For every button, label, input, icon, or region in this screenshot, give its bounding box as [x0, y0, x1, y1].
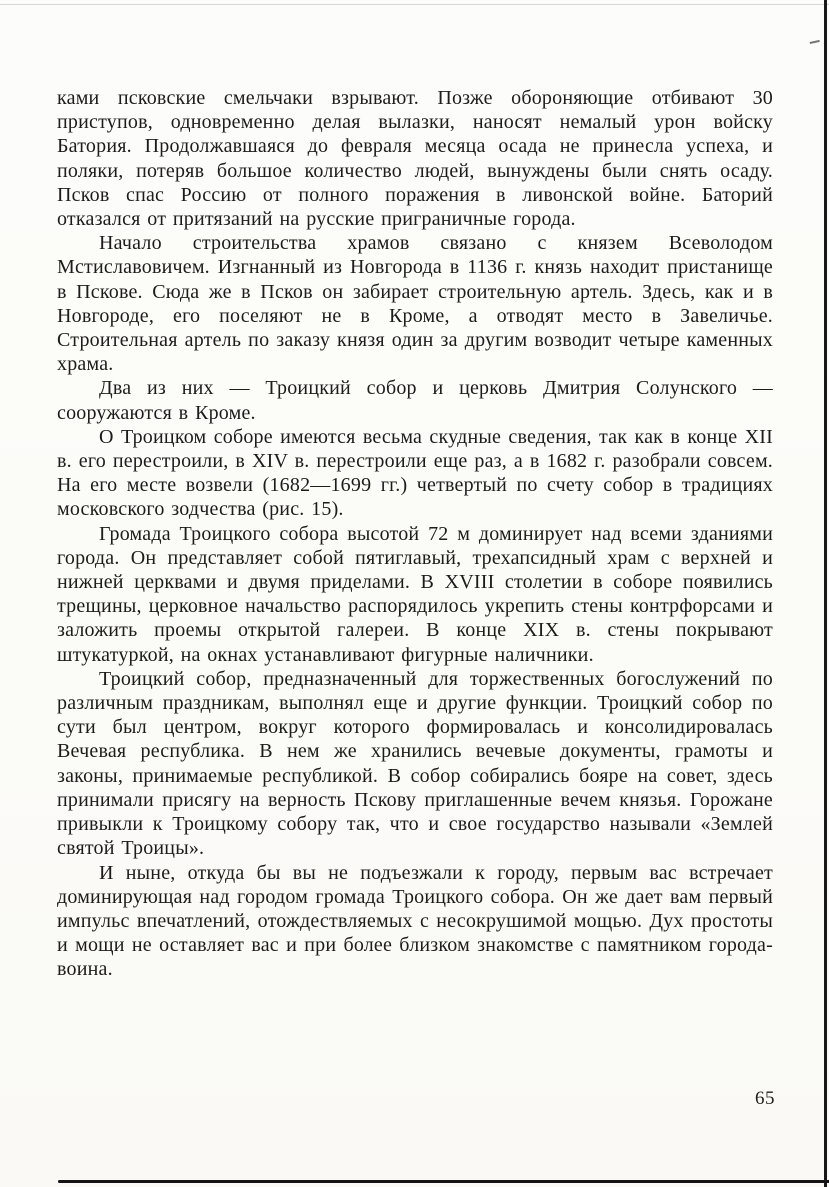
page-number: 65 [755, 1088, 775, 1109]
paragraph: Два из них — Троицкий собор и церковь Дмитрия Солунского — сооружаются в Кроме. [57, 377, 773, 424]
paragraph: Троицкий собор, предназначенный для торжественных богослужений по различным праздникам, выполнял еще и другие функции. Троицкий собор по сути был центром, вокруг которого формировалась и консолидировалась Вечевая республика. В нем же хранились вечевые документы, грамоты и законы, принимаемые республикой. В собор собирались бояре на совет, здесь принимали присягу на верность Пскову приглашенные вечем князья. Горожане привыкли к Троицкому собору так, что и свое государство называли «Землей святой Троицы». [57, 667, 773, 860]
scan-edge-right [824, 0, 827, 1187]
paragraph: Начало строительства храмов связано с князем Всеволодом Мстиславовичем. Изгнанный из Новгорода в 1136 г. князь находит пристанище в Пскове. Сюда же в Псков он забирает строительную артель. Здесь, как и в Новгороде, его поселяют не в Кроме, а отводят место в Завеличье. Строительная артель по заказу князя один за другим возводит четыре каменных храма. [57, 232, 773, 376]
scan-artifact [808, 33, 820, 44]
scan-edge-top [0, 4, 829, 5]
paragraph: ками псковские смельчаки взрывают. Позже обороняющие отбивают 30 приступов, одновременно делая вылазки, наносят немалый урон войску Батория. Продолжавшаяся до февраля месяца осада не принесла успеха, и поляки, потеряв большое количество людей, вынуждены были снять осаду. Псков спас Россию от полного поражения в ливонской войне. Баторий отказался от притязаний на русские приграничные города. [57, 87, 773, 231]
page-text-block [57, 86, 773, 982]
scan-edge-bottom [58, 1180, 829, 1183]
paragraph: Громада Троицкого собора высотой 72 м доминирует над всеми зданиями города. Он представляет собой пятиглавый, трехапсидный храм с верхней и нижней церквами и двумя приделами. В XVIII столетии в соборе появились трещины, церковное начальство распорядилось укрепить стены контрфорсами и заложить проемы открытой галереи. В конце XIX в. стены покрывают штукатуркой, на окнах устанавливают фигурные наличники. [57, 522, 773, 666]
paragraph: И ныне, откуда бы вы не подъезжали к городу, первым вас встречает доминирующая над городом громада Троицкого собора. Он же дает вам первый импульс впечатлений, отождествляемых с несокрушимой мощью. Дух простоты и мощи не оставляет вас и при более близком знакомстве с памятником города-воина. [57, 861, 773, 981]
paragraph: О Троицком соборе имеются весьма скудные сведения, так как в конце XII в. его перестроили, в XIV в. перестроили еще раз, а в 1682 г. разобрали совсем. На его месте возвели (1682—1699 гг.) четвертый по счету собор в традициях московского зодчества (рис. 15). [57, 425, 773, 521]
